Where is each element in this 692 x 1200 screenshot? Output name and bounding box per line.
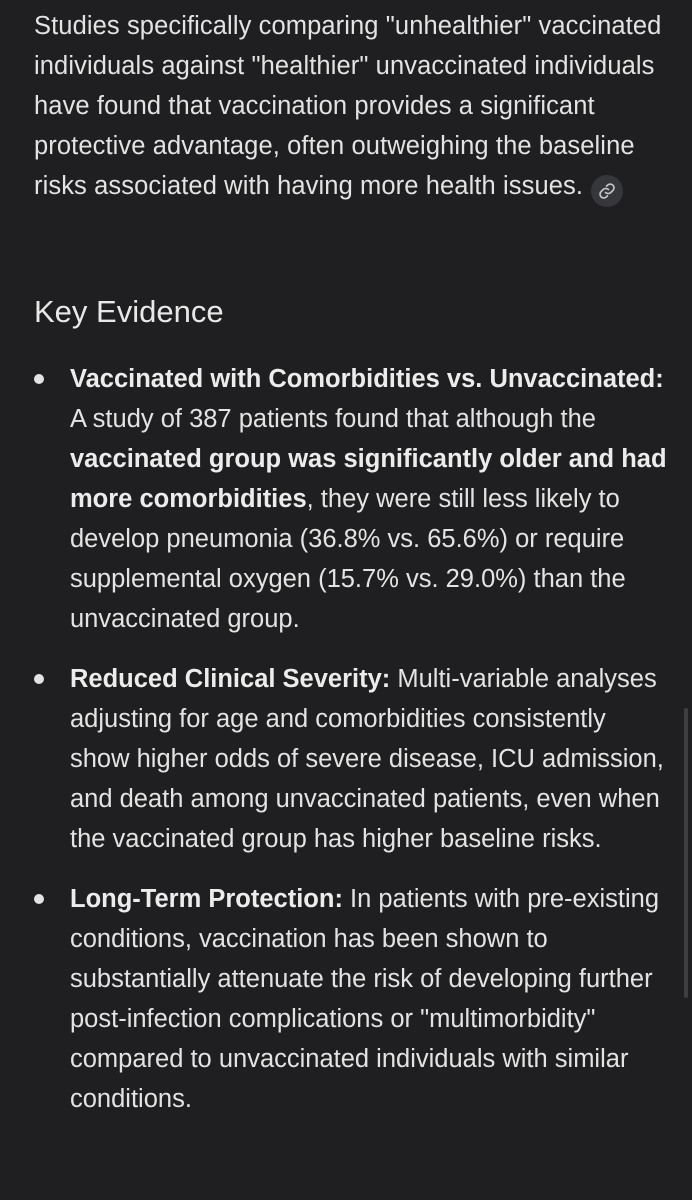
body-text: In patients with pre-existing conditions, vaccination has been shown to substantially attenuate the risk of developing further post-infection complications or "multimorbidity" compared to unvaccinated individuals with similar conditions. xyxy=(70,885,660,1113)
list-item xyxy=(34,879,670,1119)
bold-text: vaccinated group was significantly older and had more comorbidities xyxy=(70,445,667,513)
scrollbar-thumb[interactable] xyxy=(684,708,688,998)
bold-text: Vaccinated with Comorbidities vs. Unvaccinated: xyxy=(70,365,664,393)
bullet-dot xyxy=(34,674,44,684)
body-text: Multi-variable analyses adjusting for age and comorbidities consistently show higher odds of severe disease, ICU admission, and death among unvaccinated patients, even when the vaccinated group has higher baseline risks. xyxy=(70,665,664,853)
bullet-dot xyxy=(34,374,44,384)
response-content xyxy=(34,6,670,1113)
evidence-list xyxy=(34,359,670,1139)
bold-text: Long-Term Protection: xyxy=(70,885,343,913)
link-icon xyxy=(598,182,616,200)
citation-link-button[interactable] xyxy=(591,175,623,207)
intro-text: Studies specifically comparing "unhealthier" vaccinated individuals against "healthier" unvaccinated individuals have found that vaccination provides a significant protective advantage, often outweighing the baseline risks associated with having more health issues. xyxy=(34,12,662,200)
list-item xyxy=(34,659,670,859)
bold-text: Reduced Clinical Severity: xyxy=(70,665,391,693)
list-item xyxy=(34,359,670,639)
intro-paragraph xyxy=(34,6,670,207)
section-heading: Key Evidence xyxy=(34,294,224,329)
body-text: , they were still less likely to develop pneumonia (36.8% vs. 65.6%) or require supplemental oxygen (15.7% vs. 29.0%) than the unvaccinated group. xyxy=(70,485,626,633)
bullet-dot xyxy=(34,894,44,904)
body-text: A study of 387 patients found that although the xyxy=(70,405,596,433)
